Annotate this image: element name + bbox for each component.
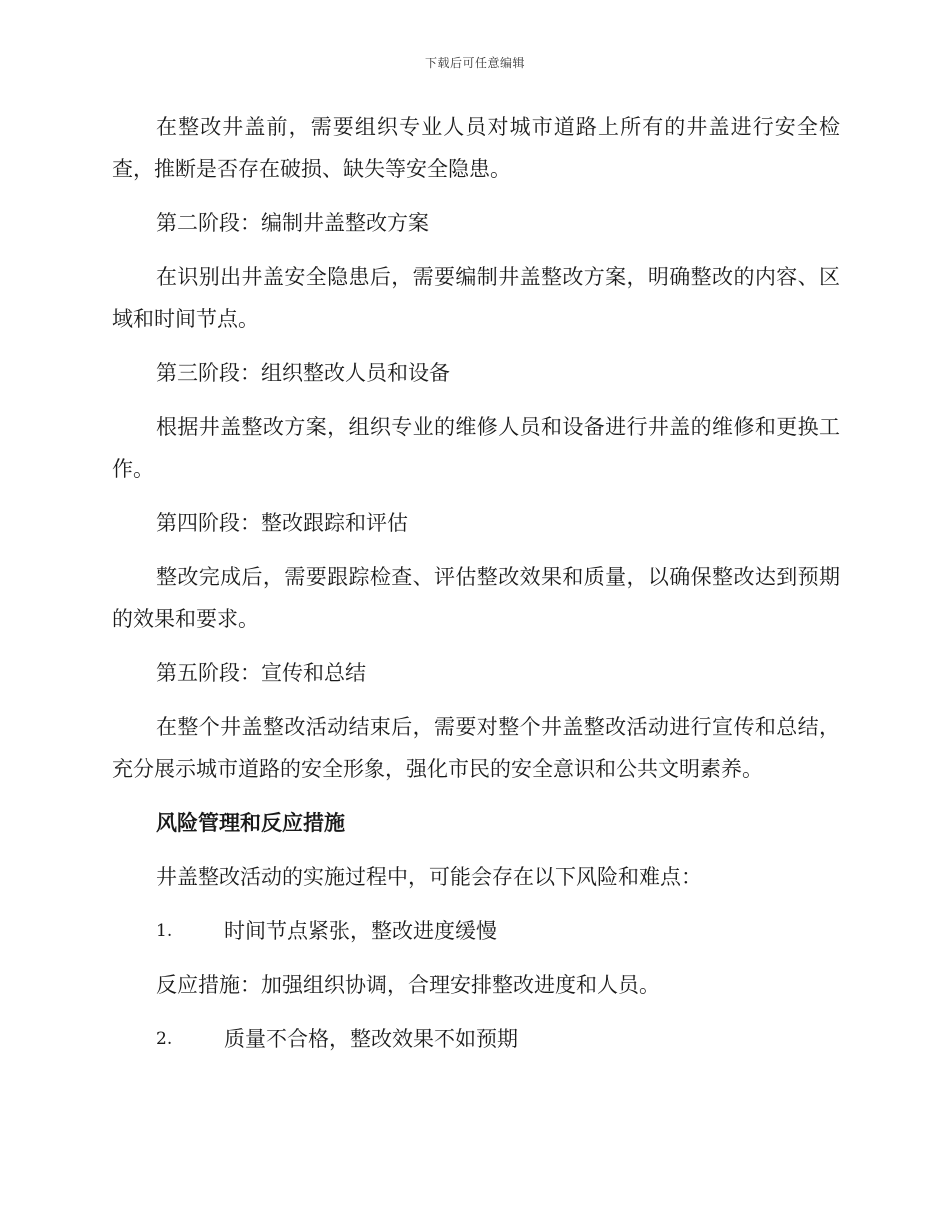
stage-heading: 第五阶段：宣传和总结 [156,661,366,685]
response-measure: 反应措施：加强组织协调，合理安排整改进度和人员。 [156,973,660,997]
paragraph: 井盖整改活动的实施过程中，可能会存在以下风险和难点： [156,865,702,889]
list-item [112,1018,840,1060]
stage-heading: 第三阶段：组织整改人员和设备 [156,361,450,385]
page-header: 下载后可任意编辑 [424,56,525,70]
stage-heading: 第四阶段：整改跟踪和评估 [156,511,408,535]
paragraph: 整改完成后，需要跟踪检查、评估整改效果和质量，以确保整改达到预期的效果和要求。 [112,565,840,631]
document-body [112,106,840,1072]
list-item [112,910,840,952]
paragraph: 在整改井盖前，需要组织专业人员对城市道路上所有的井盖进行安全检查，推断是否存在破损、缺失等安全隐患。 [112,115,840,181]
list-number: 2. [156,1029,173,1049]
list-text: 质量不合格，整改效果不如预期 [224,1027,518,1051]
stage-heading: 第二阶段：编制井盖整改方案 [156,211,429,235]
paragraph: 在识别出井盖安全隐患后，需要编制井盖整改方案，明确整改的内容、区域和时间节点。 [112,265,840,331]
list-text: 时间节点紧张，整改进度缓慢 [224,919,497,943]
list-number: 1. [156,921,173,941]
paragraph: 根据井盖整改方案，组织专业的维修人员和设备进行井盖的维修和更换工作。 [112,415,840,481]
paragraph: 在整个井盖整改活动结束后，需要对整个井盖整改活动进行宣传和总结，充分展示城市道路的安全形象，强化市民的安全意识和公共文明素养。 [112,715,840,781]
section-heading: 风险管理和反应措施 [156,810,345,835]
